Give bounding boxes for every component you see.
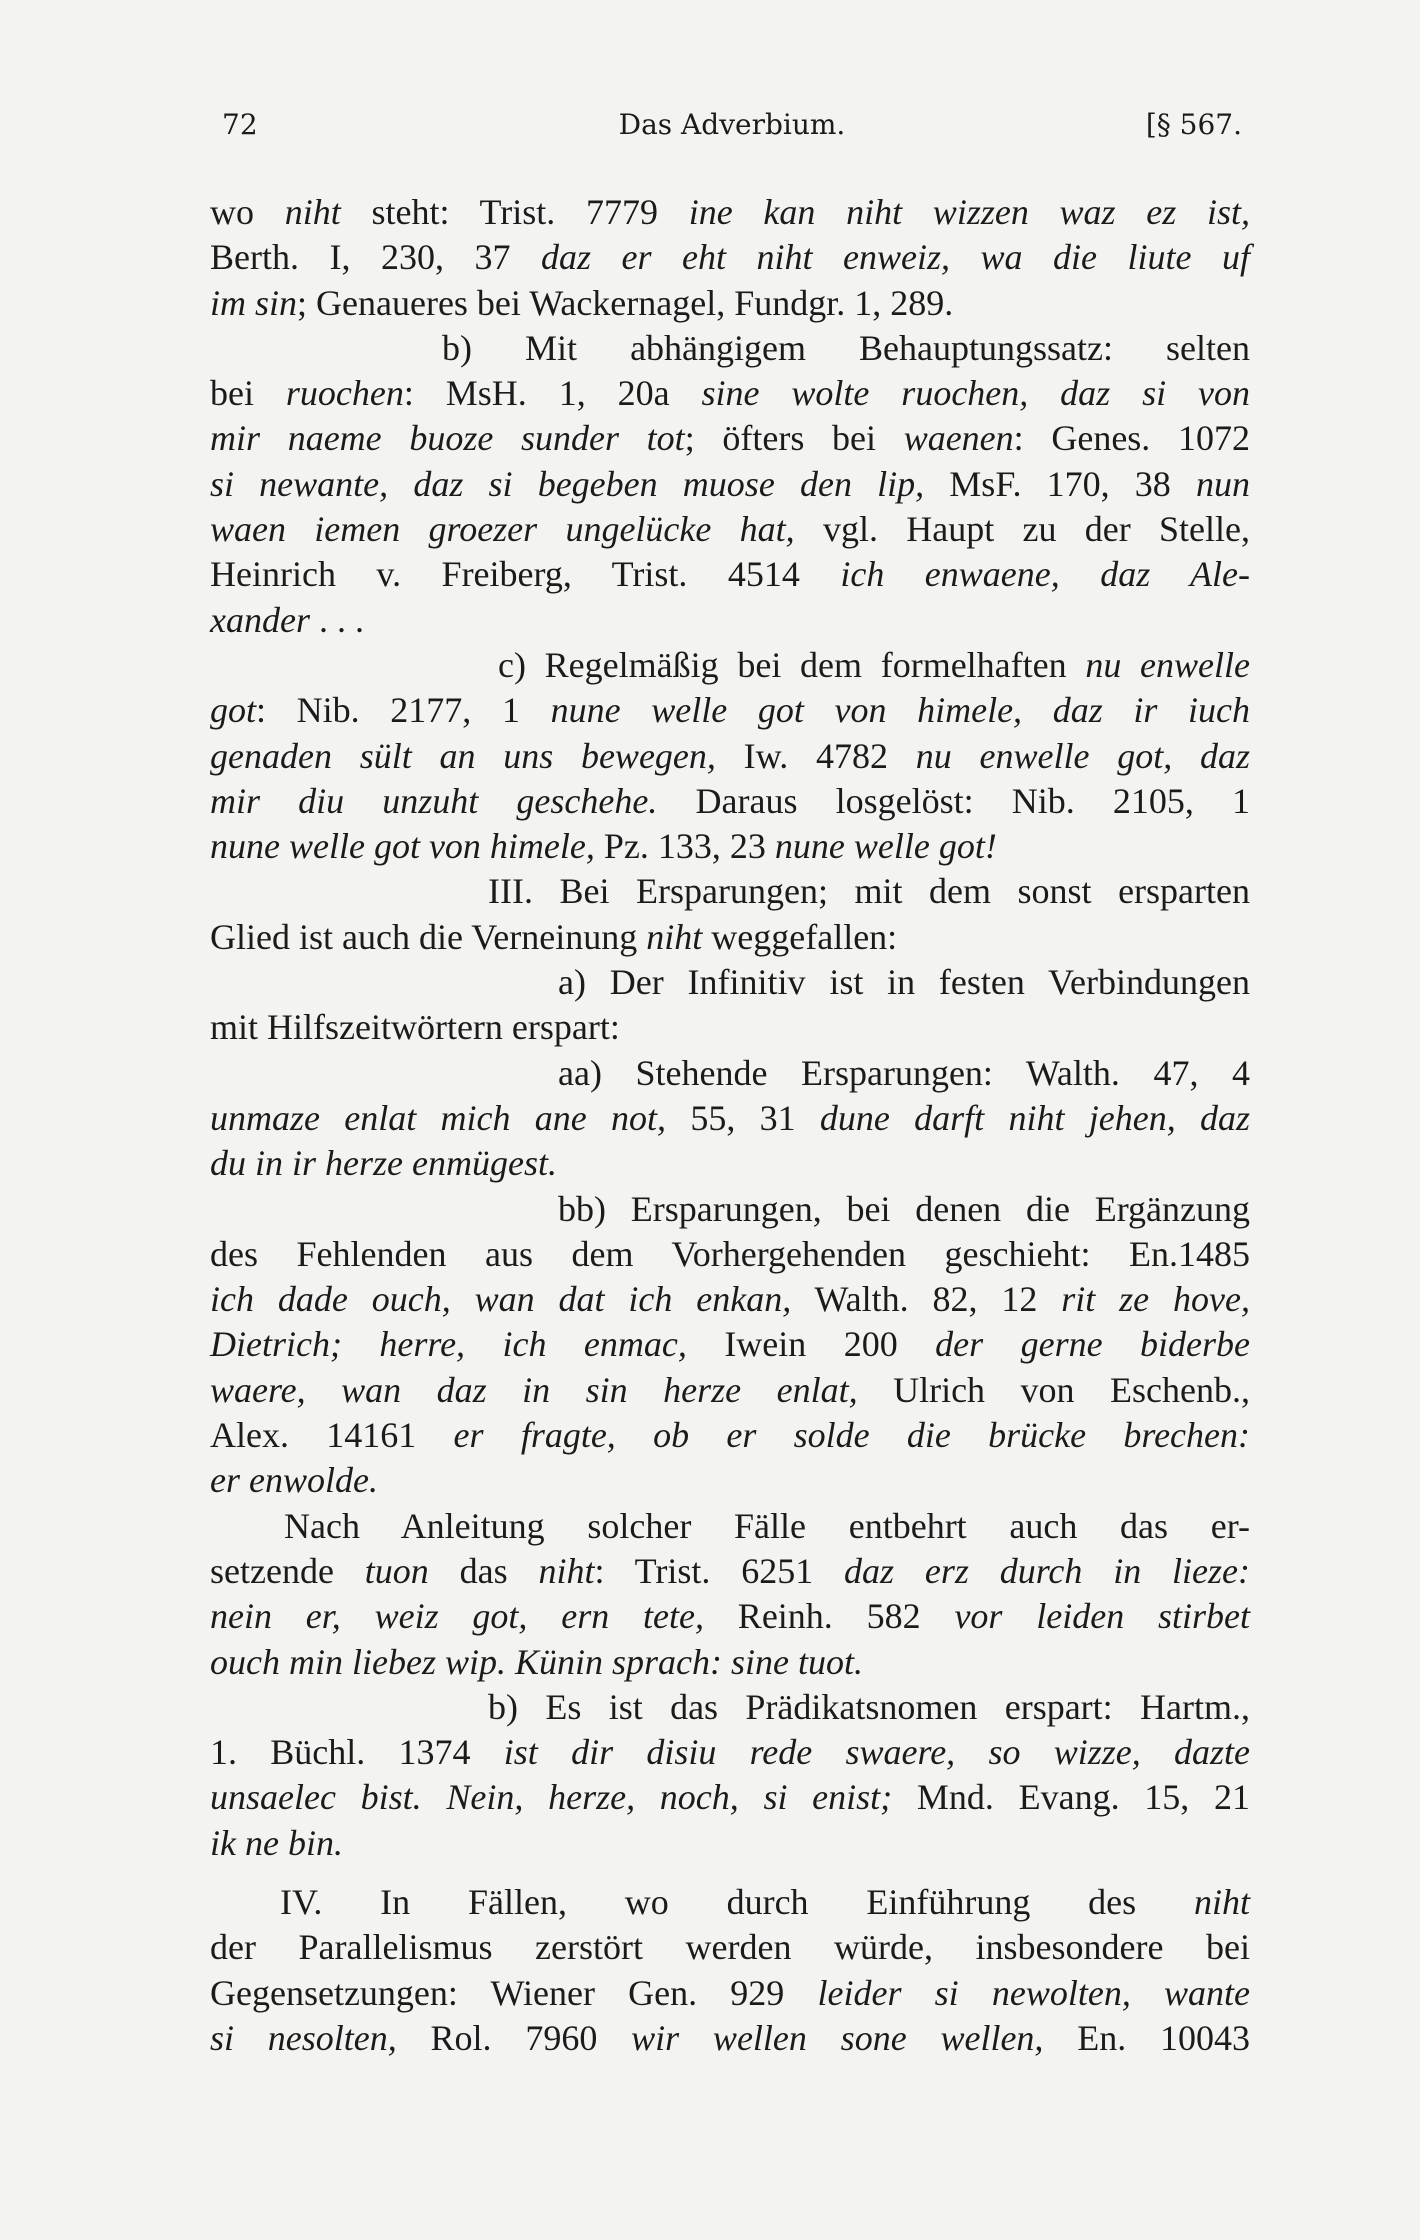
text-run: . . . [309,599,364,640]
italic-quote: xander [210,599,310,640]
text-run: Nach Anleitung solcher Fälle entbehrt auch das er- [284,1505,1250,1546]
italic-quote: daz erz durch in lieze: [844,1550,1250,1591]
text-line [210,2016,1250,2061]
text-run: Gegensetzungen: Wiener Gen. 929 [210,1972,818,2013]
italic-quote: der gerne biderbe [935,1324,1250,1365]
italic-quote: mir diu unzuht geschehe. [210,780,658,821]
italic-quote: unsaelec bist. Nein, herze, noch, si enist; [210,1777,893,1818]
text-run: : Trist. 6251 [594,1550,845,1591]
text-run: c) Regelmäßig bei dem formelhaften [498,644,1086,685]
text-run: ; öfters bei [684,418,904,459]
italic-quote: ine kan niht wizzen waz ez ist, [688,192,1250,232]
text-line [210,1051,1250,1096]
italic-quote: waenen [903,418,1014,459]
text-run: Glied ist auch die Verneinung [210,916,647,957]
text-line [210,1458,1250,1503]
text-line [210,1685,1250,1730]
text-run: MsF. 170, 38 [924,463,1196,504]
italic-quote: rit ze hove, [1061,1279,1250,1320]
italic-quote: ruochen [285,373,404,414]
italic-quote: er fragte, ob er solde die brücke brechen: [453,1415,1250,1456]
text-run: b) Mit abhängigem Behauptungssatz: selten [442,327,1250,368]
text-line [210,824,1250,869]
italic-quote: si nesolten, [210,2017,397,2058]
text-line [210,1640,1250,1685]
italic-quote: dune darft niht jehen, daz [819,1097,1250,1138]
italic-quote: Dietrich; herre, ich enmac, [210,1324,687,1365]
italic-quote: du in ir herze enmügest. [210,1143,557,1184]
italic-quote: ich enwaene, daz Ale- [840,554,1250,595]
text-run: weggefallen: [702,916,898,957]
section-marker: [§ 567. [1145,108,1242,141]
italic-quote: vor leiden stirbet [954,1596,1251,1637]
italic-quote: nune welle got! [774,826,997,867]
italic-quote: nun [1195,463,1250,504]
italic-quote: nein er, weiz got, ern tete, [210,1596,704,1637]
text-run: Heinrich v. Freiberg, Trist. 4514 [210,554,841,595]
italic-quote: nune welle got von himele, [210,826,595,867]
text-run: b) Es ist das Prädikatsnomen erspart: Hartm., [488,1686,1250,1727]
text-line [210,1141,1250,1186]
italic-quote: nune welle got von himele, daz ir iuch [550,690,1250,731]
italic-quote: niht [284,192,341,232]
text-run: Daraus losgelöst: Nib. 2105, 1 [657,780,1250,821]
text-run: Walth. 82, 12 [791,1279,1062,1320]
text-line [210,371,1250,416]
italic-quote: mir naeme buoze sunder tot [210,418,685,459]
text-line [210,281,1250,326]
text-line [210,1730,1250,1775]
italic-quote: waere, wan daz in sin herze enlat, [210,1369,858,1410]
text-line [210,1368,1250,1413]
text-line [210,869,1250,914]
text-line [210,326,1250,371]
text-run: der Parallelismus zerstört werden würde, insbesondere bei [210,1927,1250,1968]
text-run: ; Genaueres bei Wackernagel, Fundgr. 1, 289. [297,282,954,323]
text-line [210,552,1250,597]
text-line [210,1549,1250,1594]
text-run: III. Bei Ersparungen; mit dem sonst ersparten [488,871,1250,912]
text-run: vgl. Haupt zu der Stelle, [794,509,1250,550]
italic-quote: ouch min liebez wip. Künin sprach: sine tuot. [210,1641,863,1682]
text-run: des Fehlenden aus dem Vorhergehenden geschieht: En.1485 [210,1233,1250,1274]
text-line [210,1187,1250,1232]
text-run: Alex. 14161 [210,1415,454,1456]
text-line [210,1925,1250,1970]
text-line [210,1971,1250,2016]
text-run: Berth. I, 230, 37 [210,237,541,278]
italic-quote: nu enwelle [1085,644,1251,685]
text-run: 1. Büchl. 1374 [210,1732,504,1773]
text-line [210,416,1250,461]
text-line [210,643,1250,688]
text-line [210,1880,1250,1925]
text-line [210,1322,1250,1367]
text-line [210,960,1250,1005]
text-run: wo [210,192,285,232]
text-run: : MsH. 1, 20a [403,373,702,414]
italic-quote: waen iemen groezer ungelücke hat, [210,509,795,550]
italic-quote: ik ne bin. [210,1822,343,1863]
text-line [210,1504,1250,1549]
running-title: Das Adverbium. [618,108,846,141]
italic-quote: tuon [364,1550,429,1591]
italic-quote: ich dade ouch, wan dat ich enkan, [210,1279,792,1320]
text-line [210,190,1250,235]
text-run: Mnd. Evang. 15, 21 [892,1777,1250,1818]
text-run: Pz. 133, 23 [594,826,775,867]
text-run: : Nib. 2177, 1 [256,690,551,731]
italic-quote: nu enwelle got, daz [915,735,1250,776]
italic-quote: daz er eht niht enweiz, wa die liute uf [541,237,1250,278]
text-line [210,915,1250,960]
italic-quote: niht [646,916,703,957]
text-line [210,462,1250,507]
text-run: aa) Stehende Ersparungen: Walth. 47, 4 [558,1052,1250,1093]
italic-quote: genaden sült an uns bewegen, [210,735,716,776]
text-run: a) Der Infinitiv ist in festen Verbindungen [558,962,1250,1003]
text-line [210,779,1250,824]
text-run: mit Hilfszeitwörtern erspart: [210,1007,620,1048]
italic-quote: sine wolte ruochen, daz si von [701,373,1250,414]
text-line [210,1005,1250,1050]
text-line [210,1821,1250,1866]
italic-quote: im sin [210,282,298,323]
text-run: Reinh. 582 [704,1596,955,1637]
text-run: : Genes. 1072 [1013,418,1250,459]
text-run: das [428,1550,539,1591]
text-line [210,1096,1250,1141]
text-line [210,734,1250,779]
running-header [222,108,1242,148]
text-run: IV. In Fällen, wo durch Einführung des [280,1881,1194,1922]
italic-quote: wir wellen sone wellen, [631,2017,1044,2058]
italic-quote: si newante, daz si begeben muose den lip, [210,463,925,504]
text-run: 55, 31 [666,1097,820,1138]
page-number: 72 [222,108,258,141]
italic-quote: leider si newolten, wante [817,1972,1251,2013]
text-line [210,688,1250,733]
italic-quote: unmaze enlat mich ane not, [210,1097,667,1138]
text-run: Rol. 7960 [396,2017,632,2058]
body-text [210,190,1250,2061]
text-run: En. 10043 [1043,2017,1250,2058]
text-line [210,1232,1250,1277]
italic-quote: got [210,690,257,731]
text-run: Iwein 200 [686,1324,936,1365]
text-line [210,1277,1250,1322]
text-run: setzende [210,1550,365,1591]
text-line [210,1413,1250,1458]
text-run: bei [210,373,286,414]
text-line [210,507,1250,552]
text-run: Ulrich von Eschenb., [857,1369,1250,1410]
text-run: Iw. 4782 [715,735,916,776]
text-line [210,598,1250,643]
italic-quote: niht [538,1550,595,1591]
text-run: bb) Ersparungen, bei denen die Ergänzung [558,1188,1250,1229]
italic-quote: ist dir disiu rede swaere, so wizze, dazte [503,1732,1250,1773]
italic-quote: niht [1193,1881,1250,1922]
text-line [210,235,1250,280]
text-run: steht: Trist. 7779 [340,192,689,232]
text-line [210,1594,1250,1639]
text-line [210,1775,1250,1820]
italic-quote: er enwolde. [210,1460,378,1501]
